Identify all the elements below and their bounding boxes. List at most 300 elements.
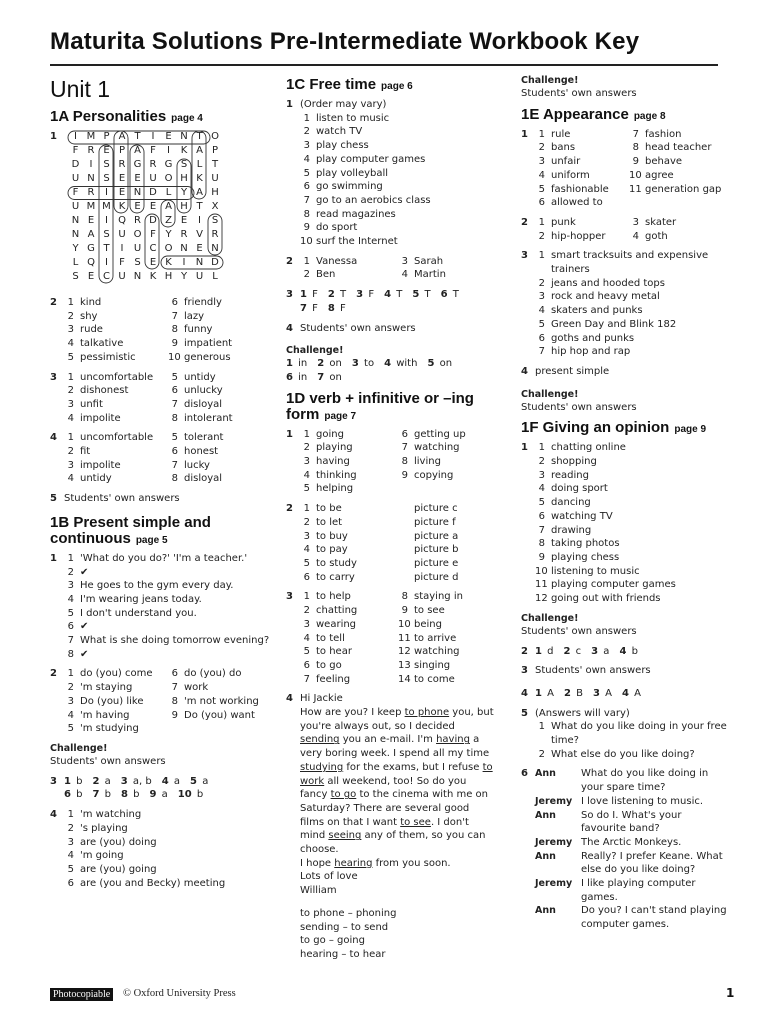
- list-item: 2 to let: [303, 516, 343, 528]
- grid-letter: R: [149, 159, 157, 170]
- list-item: 12 watching: [398, 646, 460, 658]
- grid-letter: O: [133, 229, 142, 240]
- list-item: 7 hip hop and rap: [538, 346, 631, 358]
- exercise-1b-4: 4 1 'm watching 2 's playing 3 are (you) doing 4 'm going 5 are (you) going 6 are (you and Becky) meeting: [50, 808, 272, 890]
- dialogue: [535, 767, 729, 931]
- grid-letter: H: [211, 187, 220, 198]
- list-item: 3 having: [303, 456, 350, 468]
- grid-letter: I: [89, 159, 93, 170]
- grid-letter: P: [118, 145, 126, 156]
- grid-letter: U: [118, 271, 127, 282]
- grid-letter: D: [149, 215, 158, 226]
- grid-letter: M: [86, 201, 96, 212]
- list-item: 8 disloyal: [171, 473, 223, 485]
- grid-letter: E: [149, 201, 157, 212]
- speaker-line: What do you like doing in your spare time?: [581, 768, 709, 794]
- speaker-name: Ann: [535, 809, 556, 821]
- list-item: 4 Martin: [401, 269, 446, 281]
- list-item: 7 lazy: [171, 310, 205, 322]
- grid-letter: P: [211, 145, 219, 156]
- grid-letter: E: [103, 145, 111, 156]
- list-item: 7 work: [171, 682, 209, 694]
- grid-letter: E: [118, 187, 126, 198]
- list-item: 6 to go: [303, 659, 342, 671]
- list-item: 7 feeling: [303, 673, 351, 685]
- list-item: 5 untidy: [171, 371, 216, 383]
- list-item: picture b: [414, 544, 459, 556]
- grid-letter: E: [134, 173, 142, 184]
- list-item: 3 unfair: [538, 156, 581, 168]
- list-item: 3 unfit: [67, 398, 103, 410]
- list-item: 9 Do (you) want: [171, 709, 255, 721]
- answer-list: [535, 216, 729, 243]
- list-item: 5 Green Day and Blink 182: [538, 318, 677, 330]
- grid-letter: U: [71, 173, 80, 184]
- list-item: 9 copying: [401, 469, 454, 481]
- list-item: 9 do sport: [303, 222, 358, 234]
- grid-letter: L: [72, 257, 79, 268]
- section-title-1e: 1E Appearance page 8: [521, 105, 666, 123]
- unit-title: Unit 1: [50, 76, 111, 102]
- list-item: 4 untidy: [67, 473, 112, 485]
- grid-letter: A: [118, 131, 126, 142]
- grid-letter: Q: [87, 257, 96, 268]
- grid-letter: L: [165, 187, 172, 198]
- list-item: 6 are (you and Becky) meeting: [67, 877, 226, 889]
- exercise-1a-5: 5 Students' own answers: [50, 493, 180, 505]
- exercise-1d-1: 1 1 going 6 getting up 2 playing 7 watching 3 having 8 living 4 thinking 9 copying 5 helping: [286, 428, 496, 497]
- grid-letter: L: [196, 159, 203, 170]
- speaker-line: Do you? I can't stand playing computer games.: [581, 905, 727, 931]
- list-item: 4 doing sport: [538, 483, 608, 495]
- grid-letter: I: [182, 257, 186, 268]
- grid-letter: T: [211, 159, 219, 170]
- grid-letter: H: [180, 201, 189, 212]
- answer-row: 1 d 2 c 3 a 4 b: [535, 645, 638, 657]
- list-item: 13 singing: [398, 659, 451, 671]
- list-item: 8 ✔: [67, 648, 89, 660]
- list-item: 6 watching TV: [538, 510, 613, 522]
- list-item: [168, 722, 272, 736]
- grid-letter: I: [105, 215, 109, 226]
- list-item: 6 do (you) do: [171, 668, 242, 680]
- list-item: 2 shopping: [538, 456, 597, 468]
- list-item: 1 punk: [538, 216, 576, 228]
- challenge-label: Challenge!: [286, 345, 344, 357]
- grid-letter: F: [72, 187, 79, 198]
- answer-list: [64, 371, 272, 426]
- list-item: 3 rude: [67, 324, 103, 336]
- list-item: 3 wearing: [303, 618, 357, 630]
- list-item: 7 What is she doing tomorrow evening?: [67, 635, 270, 647]
- grid-letter: U: [133, 243, 142, 254]
- correction-line: to go – going: [300, 935, 365, 947]
- list-item: 6 friendly: [171, 297, 222, 308]
- grid-letter: Y: [180, 271, 188, 282]
- grid-letter: R: [211, 229, 219, 240]
- section-title-1c: 1C Free time page 6: [286, 76, 413, 93]
- grid-letter: L: [212, 271, 219, 282]
- answer-list: [300, 112, 496, 249]
- grid-letter: M: [102, 201, 112, 212]
- speaker-name: Ann: [535, 905, 556, 917]
- list-item: 12 going out with friends: [535, 593, 661, 605]
- list-item: 4 'm having: [67, 709, 130, 721]
- photocopiable-badge: Photocopiable: [50, 988, 113, 1001]
- list-item: 1 chatting online: [538, 442, 626, 454]
- list-item: 10 generous: [168, 351, 231, 363]
- grid-letter: I: [74, 131, 78, 142]
- list-item: 3 are (you) doing: [67, 836, 157, 848]
- grid-letter: S: [72, 271, 80, 282]
- list-item: 5 pessimistic: [67, 351, 136, 363]
- list-item: 8 head teacher: [632, 142, 712, 154]
- grid-letter: R: [118, 159, 126, 170]
- list-item: 5 dancing: [538, 497, 591, 509]
- exercise-1f-6: 6 Ann What do you like doing in your spare time? Jeremy I love listening to music. Ann So do I. What's your favourite band? Jeremy The Arctic Monkeys. Ann Really? I prefer Keane. What else do you like doing? Jeremy I like playing computer games. Ann Do you? I can't stand playing computer games.: [521, 767, 729, 931]
- list-item: 8 intolerant: [171, 412, 233, 424]
- list-item: 11 generation gap: [629, 183, 722, 195]
- grid-letter: H: [164, 271, 173, 282]
- grid-letter: K: [165, 257, 173, 268]
- grid-letter: G: [133, 159, 142, 170]
- list-item: 6 getting up: [401, 428, 466, 440]
- exercise-1f-2: 2 1 d 2 c 3 a 4 b: [521, 645, 729, 659]
- exercise-1f-3: 3 Students' own answers: [521, 665, 651, 677]
- list-item: 1 to be: [303, 503, 342, 515]
- list-item: 3 Sarah: [401, 255, 444, 267]
- list-item: 4 uniform: [538, 169, 590, 181]
- list-item: 4 play computer games: [303, 153, 426, 165]
- answer-list: [64, 808, 272, 890]
- word-search-grid: [64, 130, 244, 292]
- speaker-name: Jeremy: [535, 836, 573, 848]
- exercise-1a-2: 2 1 kind 6 friendly 2 shy 7 lazy 3 rude 8 funny 4 talkative 9 impatient 5 pessimistic 10 generous: [50, 296, 272, 365]
- grid-letter: R: [180, 229, 188, 240]
- challenge-label: Challenge!: [521, 612, 579, 624]
- list-item: 9 behave: [632, 156, 683, 168]
- list-item: 1 do (you) come: [67, 668, 153, 680]
- answer-list: [535, 720, 729, 761]
- list-item: 6 unlucky: [171, 385, 223, 397]
- document-title: Maturita Solutions Pre-Intermediate Workbook Key: [50, 28, 640, 55]
- grid-letter: N: [211, 243, 220, 254]
- exercise-1a-4: 4 1 uncomfortable 5 tolerant 2 fit 6 honest 3 impolite 7 lucky 4 untidy 8 disloyal: [50, 431, 272, 486]
- grid-letter: T: [196, 131, 204, 142]
- list-item: 8 living: [401, 456, 441, 468]
- exercise-1c-1: 1 (Order may vary) 1 listen to music 2 watch TV 3 play chess 4 play computer games 5 play volleyball 6 go swimming 7 go to an aerobics class 8 read magazines 9 do sport 10 surf the Internet: [286, 98, 496, 249]
- speaker-name: Jeremy: [535, 878, 573, 890]
- grid-letter: S: [134, 257, 142, 268]
- grid-letter: O: [164, 173, 173, 184]
- column-2: [286, 74, 496, 968]
- answer-row: 1 F 2 T 3 F 4 T 5 T 6 T: [300, 289, 459, 301]
- grid-letter: I: [167, 145, 171, 156]
- list-item: 9 playing chess: [538, 551, 620, 563]
- list-item: 7 drawing: [538, 524, 592, 536]
- grid-letter: I: [151, 131, 155, 142]
- exercise-1e-1: 1 1 rule 7 fashion 2 bans 8 head teacher 3 unfair 9 behave 4 uniform 10 agree 5 fashionable 11 generation gap 6 allowed to: [521, 128, 729, 210]
- list-item: 3 He goes to the gym every day.: [67, 580, 234, 592]
- list-item: 1 to help: [303, 591, 351, 603]
- list-item: picture e: [414, 557, 459, 569]
- grid-letter: F: [150, 229, 157, 240]
- answer-row: 1 A 2 B 3 A 4 A: [535, 687, 642, 699]
- grid-letter: N: [71, 215, 80, 226]
- speaker-name: Ann: [535, 850, 556, 862]
- list-item: 2 chatting: [303, 605, 358, 617]
- list-item: 5 fashionable: [538, 183, 609, 195]
- grid-letter: Y: [72, 243, 80, 254]
- exercise-1f-1: 1 1 chatting online 2 shopping 3 reading 4 doing sport 5 dancing 6 watching TV 7 drawing 8 taking photos 9 playing chess 10 listening to music 11 playing computer games 12 going out with friends: [521, 441, 729, 605]
- list-item: 3 skater: [632, 216, 677, 228]
- answer-list: [535, 441, 729, 605]
- grid-letter: D: [71, 159, 80, 170]
- exercise-1d-3: 3 1 to help 8 staying in 2 chatting 9 to see 3 wearing 10 being 4 to tell 11 to arrive 5 to hear 12 watching 6 to go 13 singing 7 feeling 14 to come: [286, 590, 496, 686]
- list-item: 7 lucky: [171, 459, 210, 471]
- list-item: 1 What do you like doing in your free time?: [538, 721, 727, 747]
- speaker-line: The Arctic Monkeys.: [581, 836, 682, 848]
- title-rule: [50, 64, 718, 66]
- challenge-label: Challenge!: [521, 75, 579, 86]
- grid-letter: Y: [165, 229, 173, 240]
- grid-letter: C: [149, 243, 157, 254]
- list-item: 4 talkative: [67, 338, 124, 350]
- grid-letter: Z: [165, 215, 173, 226]
- answer-list: [64, 296, 272, 365]
- list-item: 5 helping: [303, 483, 354, 495]
- grid-letter: G: [87, 243, 96, 254]
- grid-letter: K: [118, 201, 126, 212]
- grid-letter: E: [87, 271, 95, 282]
- list-item: picture f: [414, 516, 456, 528]
- grid-letter: K: [196, 173, 204, 184]
- exercise-1a-1: 1 I M P A T I E N T O F R E P A F I K A P D I S R G R G S L T U N S E E U O H K U F R I E N D L Y A H U M M K E E A H T X N E I Q R D Z E I S N A S U O F Y R V R Y G T I U C O N E N L Q I F S E K I N D S E C U N K H Y U L: [50, 130, 272, 292]
- list-item: 8 read magazines: [303, 208, 396, 220]
- list-item: 7 fashion: [632, 128, 682, 140]
- grid-letter: T: [103, 243, 111, 254]
- section-title-1b: 1B Present simple and continuous page 5: [50, 513, 211, 547]
- list-item: 1 kind: [67, 297, 102, 308]
- section-title-1a: 1A Personalities page 4: [50, 108, 203, 125]
- challenge-text: Students' own answers: [521, 401, 637, 413]
- list-item: 11 to arrive: [398, 632, 457, 644]
- grid-letter: A: [196, 145, 204, 156]
- answer-list: [64, 667, 272, 736]
- challenge-text: Students' own answers: [50, 755, 166, 767]
- list-item: picture d: [414, 571, 459, 583]
- grid-letter: K: [149, 271, 157, 282]
- list-item: 3 to buy: [303, 530, 348, 542]
- grid-letter: S: [103, 159, 111, 170]
- grid-letter: I: [198, 215, 202, 226]
- list-item: 6 allowed to: [538, 197, 603, 209]
- list-item: 8 taking photos: [538, 538, 620, 550]
- list-item: 6 honest: [171, 446, 219, 458]
- list-item: 1 going: [303, 428, 344, 440]
- list-item: 6 ✔: [67, 621, 89, 633]
- list-item: 2 fit: [67, 446, 91, 458]
- grid-letter: R: [87, 187, 95, 198]
- grid-letter: N: [180, 243, 189, 254]
- grid-letter: P: [103, 131, 111, 142]
- list-item: 11 playing computer games: [535, 579, 676, 591]
- exercise-1b-2: 2 1 do (you) come 6 do (you) do 2 'm staying 7 work 3 Do (you) like 8 'm not working 4 'm having 9 Do (you) want 5 'm studying: [50, 667, 272, 736]
- grid-letter: S: [103, 229, 111, 240]
- list-item: picture c: [414, 503, 458, 515]
- grid-letter: F: [150, 145, 157, 156]
- list-item: 10 surf the Internet: [300, 236, 398, 248]
- grid-letter: A: [165, 201, 173, 212]
- list-item: 2 jeans and hooded tops: [538, 277, 665, 289]
- answer-list: [535, 128, 729, 210]
- list-item: 3 reading: [538, 469, 589, 481]
- list-item: 14 to come: [398, 673, 455, 685]
- grid-letter: I: [105, 257, 109, 268]
- list-item: 5 to study: [303, 557, 357, 569]
- grid-letter: D: [211, 257, 220, 268]
- letter-text: Hi Jackie How are you? I keep to phone you, but you're always out, so I decided sending you an e-mail. I'm having a very boring week. I spend all my time studying for the exams, but I refuse to work all weekend, too! So do you fancy to go to the cinema with me on Saturday? There are several good films on that I want to see. I don't mind seeing any of them, so you can choose. I hope hearing from you soon. Lots of love William to phone – phoning sending – to send to go – going hearing – to hear: [300, 692, 496, 961]
- grid-letter: R: [134, 215, 142, 226]
- list-item: 2 Ben: [303, 269, 336, 281]
- answer-list: [64, 431, 272, 486]
- grid-letter: E: [165, 131, 173, 142]
- list-item: 1 Vanessa: [303, 255, 358, 267]
- list-item: 7 go to an aerobics class: [303, 194, 431, 206]
- answer-list: [64, 552, 272, 662]
- grid-letter: H: [180, 173, 189, 184]
- list-item: 1 uncomfortable: [67, 371, 154, 383]
- challenge-text: Students' own answers: [521, 625, 637, 637]
- list-item: 5 tolerant: [171, 432, 224, 444]
- list-item: 2 What else do you like doing?: [538, 748, 695, 760]
- grid-letter: O: [211, 131, 220, 142]
- correction-line: hearing – to hear: [300, 948, 386, 960]
- speaker-name: Ann: [535, 768, 556, 780]
- list-item: 2 ✔: [67, 566, 89, 578]
- grid-letter: U: [71, 201, 80, 212]
- correction-line: to phone – phoning: [300, 907, 397, 919]
- section-title-1f: 1F Giving an opinion page 9: [521, 419, 707, 437]
- list-item: 3 rock and heavy metal: [538, 291, 660, 303]
- list-item: 9 impatient: [171, 338, 233, 350]
- list-item: 5 play volleyball: [303, 167, 389, 179]
- grid-letter: G: [164, 159, 173, 170]
- list-item: 4 to tell: [303, 632, 345, 644]
- list-item: 4 impolite: [67, 412, 121, 424]
- list-item: 10 agree: [629, 169, 674, 181]
- exercise-1e-4: 4 present simple: [521, 365, 610, 377]
- grid-letter: A: [87, 229, 95, 240]
- list-item: 6 to carry: [303, 571, 355, 583]
- list-item: 1 rule: [538, 128, 571, 140]
- challenge-label: Challenge!: [50, 742, 108, 754]
- answer-row: 7 F 8 F: [300, 302, 346, 314]
- grid-letter: X: [211, 201, 219, 212]
- list-item: 6 goths and punks: [538, 332, 635, 344]
- exercise-1c-3: 3 1 F 2 T 3 F 4 T 5 T 6 T 7 F 8 F: [286, 288, 496, 315]
- challenge-text: Students' own answers: [521, 88, 637, 99]
- grid-letter: U: [149, 173, 158, 184]
- list-item: 5 I don't understand you.: [67, 607, 197, 619]
- list-item: 10 listening to music: [535, 565, 640, 577]
- exercise-1c-4: 4 Students' own answers: [286, 322, 416, 334]
- column-3: [521, 74, 729, 938]
- grid-letter: E: [196, 243, 204, 254]
- list-item: 10 being: [398, 618, 442, 630]
- list-item: 5 are (you) going: [67, 863, 157, 875]
- list-item: 2 'm staying: [67, 682, 133, 694]
- answer-row: 1 in 2 on 3 to 4 with 5 on: [286, 358, 453, 370]
- page-number: 1: [726, 986, 735, 1000]
- list-item: 7 disloyal: [171, 398, 223, 410]
- list-item: picture a: [414, 530, 459, 542]
- grid-letter: N: [87, 173, 96, 184]
- list-item: [398, 482, 496, 496]
- grid-letter: R: [87, 145, 95, 156]
- list-item: 6 go swimming: [303, 181, 383, 193]
- speaker-line: I love listening to music.: [581, 795, 704, 807]
- grid-letter: Y: [180, 187, 188, 198]
- exercise-1f-4: 4 1 A 2 B 3 A 4 A: [521, 687, 729, 701]
- grid-letter: D: [149, 187, 158, 198]
- exercise-1d-2: 2 1 to be picture c 2 to let picture f 3 to buy picture a 4 to pay picture b 5 to study picture e 6 to carry picture d: [286, 502, 496, 584]
- grid-letter: E: [118, 173, 126, 184]
- grid-letter: A: [196, 187, 204, 198]
- list-item: 2 playing: [303, 442, 353, 454]
- list-item: 1 uncomfortable: [67, 432, 154, 444]
- grid-letter: S: [103, 173, 111, 184]
- challenge-label: Challenge!: [521, 388, 579, 400]
- grid-letter: N: [133, 187, 142, 198]
- list-item: 1 'm watching: [67, 809, 142, 821]
- section-title-1d: 1D verb + infinitive or –ing form page 7: [286, 389, 474, 423]
- list-item: 4 to pay: [303, 544, 348, 556]
- copyright-text: © Oxford University Press: [123, 988, 236, 999]
- speaker-line: So do I. What's your favourite band?: [581, 809, 682, 835]
- exercise-1e-2: 2 1 punk 3 skater 2 hip-hopper 4 goth: [521, 216, 729, 243]
- grid-letter: Q: [118, 215, 127, 226]
- grid-letter: M: [86, 131, 96, 142]
- list-item: 2 hip-hopper: [538, 230, 606, 242]
- exercise-1b-3: 3 1 b 2 a 3 a, b 4 a 5 a 6 b 7 b 8 b 9 a 10 b: [50, 775, 272, 802]
- grid-letter: N: [71, 229, 80, 240]
- grid-letter: E: [180, 215, 188, 226]
- exercise-1f-5: 5 (Answers will vary) 1 What do you like doing in your free time? 2 What else do you like doing?: [521, 707, 729, 762]
- grid-letter: U: [195, 271, 204, 282]
- grid-letter: T: [196, 201, 204, 212]
- grid-letter: S: [211, 215, 219, 226]
- grid-letter: I: [105, 187, 109, 198]
- grid-letter: V: [196, 229, 204, 240]
- grid-letter: U: [118, 229, 127, 240]
- answer-row: 1 b 2 a 3 a, b 4 a 5 a: [64, 775, 209, 787]
- list-item: 1 'What do you do?' 'I'm a teacher.': [67, 552, 248, 564]
- list-item: 8 staying in: [401, 591, 463, 603]
- grid-letter: U: [211, 173, 220, 184]
- grid-letter: F: [72, 145, 79, 156]
- list-item: 2 dishonest: [67, 385, 129, 397]
- answer-list: [300, 428, 496, 497]
- list-item: 3 Do (you) like: [67, 695, 144, 707]
- column-1: [50, 74, 272, 896]
- grid-letter: E: [134, 201, 142, 212]
- grid-letter: F: [119, 257, 126, 268]
- list-item: 5 to hear: [303, 646, 352, 658]
- list-item: 8 'm not working: [171, 695, 259, 707]
- list-item: 4 thinking: [303, 469, 357, 481]
- list-item: 2 shy: [67, 310, 98, 322]
